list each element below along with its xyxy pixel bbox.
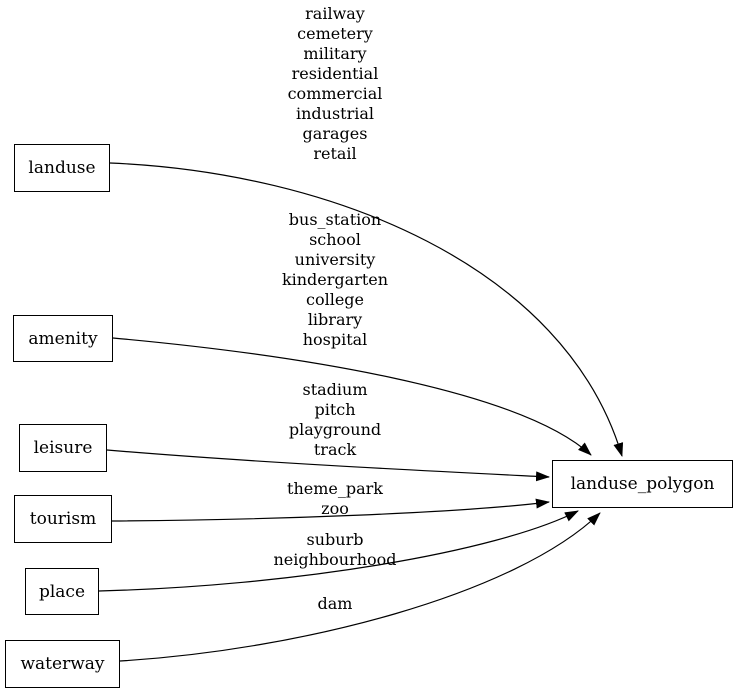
edge-label-line: university	[294, 250, 376, 269]
edge-label-line: bus_station	[288, 210, 382, 229]
edge-label-place	[235, 530, 435, 570]
edge-label-line: military	[303, 44, 367, 63]
edge-label-landuse	[235, 4, 435, 164]
node-waterway-label: waterway	[20, 654, 105, 674]
node-place	[25, 568, 99, 615]
edge-label-line: hospital	[302, 330, 368, 349]
edge-label-line: track	[313, 440, 357, 459]
edge-label-tourism	[235, 479, 435, 519]
edge-label-line: theme_park	[287, 479, 383, 498]
edge-label-leisure	[235, 380, 435, 460]
edge-label-line: zoo	[321, 499, 349, 518]
node-amenity	[13, 315, 113, 362]
edge-label-line: kindergarten	[281, 270, 389, 289]
node-landuse-polygon	[552, 460, 733, 508]
node-leisure-label: leisure	[33, 438, 93, 458]
node-landuse	[14, 144, 110, 192]
edge-label-line: school	[309, 230, 361, 249]
node-amenity-label: amenity	[28, 328, 98, 349]
edge-label-line: dam	[317, 594, 353, 613]
node-leisure	[19, 424, 107, 472]
node-waterway	[5, 640, 120, 688]
edge-label-line: residential	[291, 64, 379, 83]
node-landuse-label: landuse	[28, 158, 96, 178]
edge-label-line: garages	[302, 124, 368, 143]
node-tourism	[14, 495, 112, 543]
edge-label-line: cemetery	[297, 24, 373, 43]
node-landuse-polygon-label: landuse_polygon	[570, 474, 715, 494]
node-place-label: place	[38, 581, 86, 602]
node-tourism-label: tourism	[29, 509, 97, 529]
edge-label-line: retail	[313, 144, 357, 163]
edge-label-line: library	[307, 310, 363, 329]
edge-label-line: commercial	[287, 84, 383, 103]
edge-label-line: industrial	[295, 104, 375, 123]
edge-label-line: pitch	[314, 400, 356, 419]
edge-label-line: playground	[288, 420, 382, 439]
edge-label-amenity	[235, 210, 435, 350]
edge-label-waterway	[235, 594, 435, 614]
edge-label-line: stadium	[302, 380, 368, 399]
edge-label-line: railway	[305, 4, 365, 23]
edge-label-line: suburb	[306, 530, 364, 549]
edge-label-line: neighbourhood	[273, 550, 397, 569]
edge-label-line: college	[305, 290, 364, 309]
